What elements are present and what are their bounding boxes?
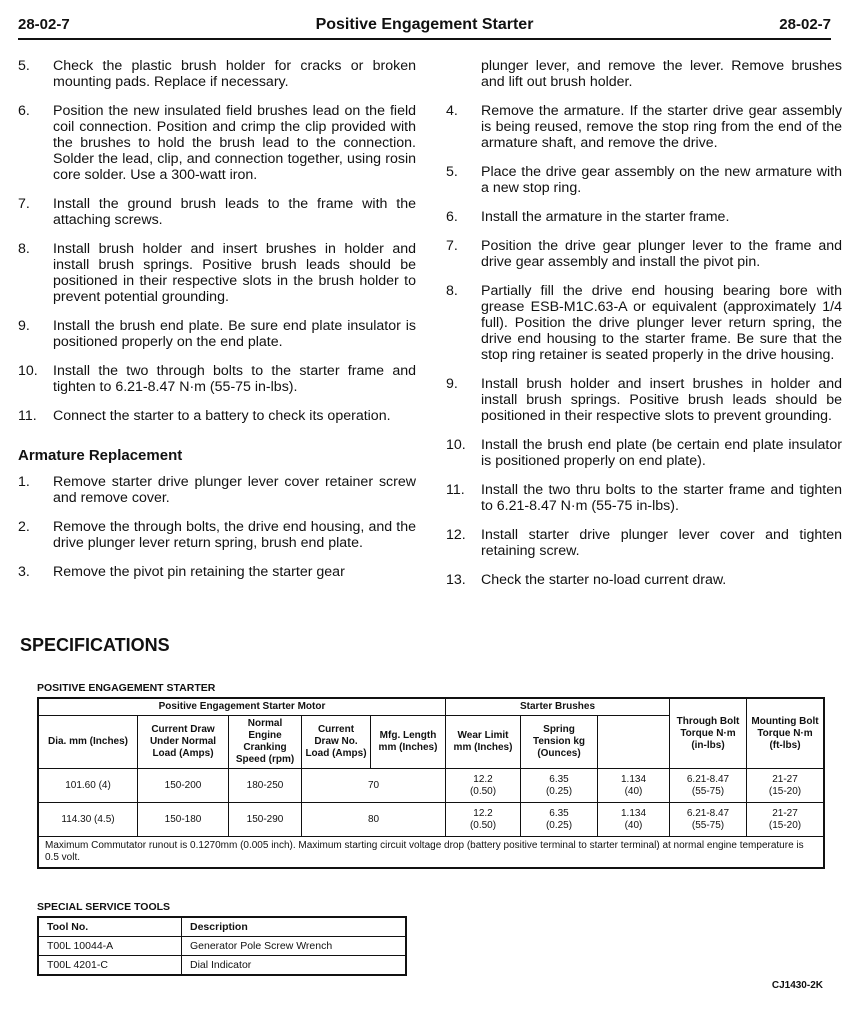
tool-number-cell: T00L 10044-A bbox=[38, 937, 182, 956]
step-number: 9. bbox=[446, 376, 458, 392]
header-tool-no: Tool No. bbox=[38, 917, 182, 937]
step-number: 3. bbox=[18, 564, 30, 580]
step-text: Remove the armature. If the starter drive gear assembly is being reused, remove the stop ring from the end of the armature shaft, and remove the drive. bbox=[481, 103, 842, 151]
step-text: Position the drive gear plunger lever to the frame and drive gear assembly and install the pivot pin. bbox=[481, 238, 842, 270]
cell-value: 12.2 bbox=[473, 807, 493, 819]
list-item bbox=[446, 209, 842, 225]
step-number: 13. bbox=[446, 572, 466, 588]
list-item bbox=[446, 164, 842, 196]
step-number: 10. bbox=[18, 363, 38, 379]
table-cell-mfg-length bbox=[446, 769, 521, 803]
cell-value: 80 bbox=[367, 813, 380, 825]
section-heading-armature: Armature Replacement bbox=[18, 447, 183, 464]
table-cell-dia bbox=[38, 803, 138, 837]
cell-value: (55-75) bbox=[691, 785, 725, 797]
page-number-right: 28-02-7 bbox=[779, 16, 831, 33]
cell-value: 1.134 bbox=[620, 807, 647, 819]
spec-note-row bbox=[38, 837, 824, 869]
header-wear-limit: Wear Limit mm (Inches) bbox=[446, 716, 521, 769]
armature-step-list bbox=[18, 474, 416, 580]
step-number: 2. bbox=[18, 519, 30, 535]
table-cell-cranking-speed bbox=[229, 769, 302, 803]
step-text: Install brush holder and insert brushes in holder and install brush springs. Positive brush leads should be positioned in their respective slots to prevent grounding. bbox=[481, 376, 842, 424]
step-text: Install the armature in the starter frame. bbox=[481, 209, 730, 225]
spec-table bbox=[37, 697, 825, 869]
cell-value: (40) bbox=[624, 819, 643, 831]
header-spring-tension: Spring Tension kg (Ounces) bbox=[521, 716, 598, 769]
group-header-brushes: Starter Brushes bbox=[446, 698, 670, 716]
list-item bbox=[446, 103, 842, 151]
table-cell-current-draw bbox=[138, 803, 229, 837]
right-column bbox=[446, 58, 842, 601]
header-mount-torque: Mounting Bolt Torque N·m (ft-lbs) bbox=[747, 698, 825, 769]
step-text: Install the two thru bolts to the starter frame and tighten to 6.21-8.47 N·m (55-75 in-lbs). bbox=[481, 482, 842, 514]
table-row bbox=[38, 956, 406, 976]
cell-value: 21-27 bbox=[772, 807, 798, 819]
step-text: Install brush holder and insert brushes in holder and install brush springs. Positive brush leads should be positioned in their respective slots in the brush holder to prevent potential grounding. bbox=[53, 241, 416, 305]
tools-table-body bbox=[38, 937, 406, 976]
step-number: 4. bbox=[446, 103, 458, 119]
table-cell-spring-tension bbox=[598, 803, 670, 837]
step-text: Partially fill the drive end housing bearing bore with grease ESB-M1C.63-A or equivalent (approximately 1/4 full). Position the drive plunger lever return spring, the drive end housing to the starter frame. Be sure that the stop ring retainer is seated properly in the drive housing. bbox=[481, 283, 842, 363]
cell-value: (0.50) bbox=[469, 819, 497, 831]
cell-value: 6.21-8.47 bbox=[686, 807, 730, 819]
header-bolt-torque: Through Bolt Torque N·m (in-lbs) bbox=[670, 698, 747, 769]
header-no-load: Current Draw No. Load (Amps) bbox=[302, 716, 371, 769]
list-item bbox=[18, 318, 416, 350]
cell-value: (55-75) bbox=[691, 819, 725, 831]
step-number: 10. bbox=[446, 437, 466, 453]
list-item bbox=[446, 283, 842, 363]
step-number: 9. bbox=[18, 318, 30, 334]
step-text: Position the new insulated field brushes lead on the field coil connection. Position and crimp the clip provided with the brushes to hold the brush lead to the connection. Solder the lead, clip, and connection together, using rosin core solder. Use a 300-watt iron. bbox=[53, 103, 416, 183]
list-item bbox=[446, 376, 842, 424]
cell-value: 6.35 bbox=[549, 807, 569, 819]
table-cell-current-draw bbox=[138, 769, 229, 803]
cell-value: 1.134 bbox=[620, 773, 647, 785]
table-cell-mount-torque bbox=[747, 803, 825, 837]
step-number: 6. bbox=[446, 209, 458, 225]
step-number: 12. bbox=[446, 527, 466, 543]
step-text: Install starter drive plunger lever cover and tighten retaining screw. bbox=[481, 527, 842, 559]
step-text: Install the brush end plate (be certain end plate insulator is positioned properly on end plate). bbox=[481, 437, 842, 469]
cell-value: 21-27 bbox=[772, 773, 798, 785]
left-column bbox=[18, 58, 416, 593]
table-cell-dia bbox=[38, 769, 138, 803]
page-title: Positive Engagement Starter bbox=[315, 16, 534, 33]
page-header bbox=[18, 16, 831, 40]
step-text: Remove starter drive plunger lever cover retainer screw and remove cover. bbox=[53, 474, 416, 506]
spec-header-row-1 bbox=[38, 698, 824, 716]
continuation-text bbox=[446, 58, 842, 90]
step-text: Install the ground brush leads to the frame with the attaching screws. bbox=[53, 196, 416, 228]
list-item bbox=[18, 241, 416, 305]
cell-value: 150-290 bbox=[246, 813, 284, 825]
table-cell-bolt-torque bbox=[670, 769, 747, 803]
list-item bbox=[18, 408, 416, 424]
spec-note: Maximum Commutator runout is 0.1270mm (0.005 inch). Maximum starting circuit voltage drop (battery positive terminal to starter terminal) at normal engine temperature is 0.5 volt. bbox=[38, 837, 824, 869]
step-number: 1. bbox=[18, 474, 30, 490]
spec-table-body bbox=[38, 769, 824, 837]
header-cranking-speed: Normal Engine Cranking Speed (rpm) bbox=[229, 716, 302, 769]
cell-value: 70 bbox=[367, 779, 380, 791]
cell-value: (0.25) bbox=[545, 785, 573, 797]
table-cell-mount-torque bbox=[747, 769, 825, 803]
tool-description-cell: Dial Indicator bbox=[182, 956, 407, 976]
tools-table-label: SPECIAL SERVICE TOOLS bbox=[37, 901, 171, 913]
step-number: 7. bbox=[446, 238, 458, 254]
cell-value: (0.25) bbox=[545, 819, 573, 831]
table-cell-spring-tension bbox=[598, 769, 670, 803]
cell-value: (15-20) bbox=[768, 785, 802, 797]
table-row bbox=[38, 937, 406, 956]
cell-value: 6.21-8.47 bbox=[686, 773, 730, 785]
cell-value: (40) bbox=[624, 785, 643, 797]
tools-header-row bbox=[38, 917, 406, 937]
step-text: Remove the through bolts, the drive end housing, and the drive plunger lever return spring, brush end plate. bbox=[53, 519, 416, 551]
step-number: 5. bbox=[18, 58, 30, 74]
cell-value: (15-20) bbox=[768, 819, 802, 831]
table-cell-cranking-speed bbox=[229, 803, 302, 837]
step-number: 6. bbox=[18, 103, 30, 119]
list-item bbox=[446, 572, 842, 588]
step-text: Remove the pivot pin retaining the starter gear bbox=[53, 564, 345, 580]
left-step-list bbox=[18, 58, 416, 424]
table-cell-no-load bbox=[302, 803, 446, 837]
header-description: Description bbox=[182, 917, 407, 937]
table-cell-mfg-length bbox=[446, 803, 521, 837]
tool-number-cell: T00L 4201-C bbox=[38, 956, 182, 976]
step-number: 11. bbox=[18, 408, 37, 424]
right-step-list bbox=[446, 103, 842, 588]
continuation-text-body: plunger lever, and remove the lever. Remove brushes and lift out brush holder. bbox=[481, 58, 842, 90]
step-text: Check the plastic brush holder for cracks or broken mounting pads. Replace if necessary. bbox=[53, 58, 416, 90]
specifications-heading: SPECIFICATIONS bbox=[20, 635, 170, 655]
step-text: Place the drive gear assembly on the new armature with a new stop ring. bbox=[481, 164, 842, 196]
list-item bbox=[18, 196, 416, 228]
step-number: 11. bbox=[446, 482, 465, 498]
cell-value: 101.60 (4) bbox=[65, 779, 111, 791]
step-text: Install the brush end plate. Be sure end plate insulator is positioned properly on the end plate. bbox=[53, 318, 416, 350]
table-cell-bolt-torque bbox=[670, 803, 747, 837]
header-mfg-length: Mfg. Length mm (Inches) bbox=[371, 716, 446, 769]
table-cell-wear-limit bbox=[521, 803, 598, 837]
step-text: Install the two through bolts to the starter frame and tighten to 6.21-8.47 N·m (55-75 in-lbs). bbox=[53, 363, 416, 395]
header-dia: Dia. mm (Inches) bbox=[38, 716, 138, 769]
tool-description-cell: Generator Pole Screw Wrench bbox=[182, 937, 407, 956]
table-row bbox=[38, 769, 824, 803]
step-number: 8. bbox=[18, 241, 30, 257]
cell-value: 12.2 bbox=[473, 773, 493, 785]
list-item bbox=[446, 238, 842, 270]
list-item bbox=[446, 527, 842, 559]
step-text: Connect the starter to a battery to check its operation. bbox=[53, 408, 391, 424]
header-current-draw: Current Draw Under Normal Load (Amps) bbox=[138, 716, 229, 769]
list-item bbox=[446, 482, 842, 514]
list-item bbox=[18, 103, 416, 183]
list-item bbox=[446, 437, 842, 469]
list-item bbox=[18, 519, 416, 551]
table-cell-wear-limit bbox=[521, 769, 598, 803]
cell-value: 114.30 (4.5) bbox=[61, 813, 115, 825]
tools-table bbox=[37, 916, 407, 976]
table-row bbox=[38, 803, 824, 837]
step-number: 7. bbox=[18, 196, 30, 212]
cell-value: 6.35 bbox=[549, 773, 569, 785]
group-header-motor: Positive Engagement Starter Motor bbox=[38, 698, 446, 716]
spec-table-label: POSITIVE ENGAGEMENT STARTER bbox=[37, 682, 216, 694]
cell-value: 150-200 bbox=[164, 779, 202, 791]
list-item bbox=[18, 58, 416, 90]
cell-value: 180-250 bbox=[246, 779, 284, 791]
step-number: 5. bbox=[446, 164, 458, 180]
list-item bbox=[18, 363, 416, 395]
figure-reference: CJ1430-2K bbox=[771, 980, 823, 991]
page-number-left: 28-02-7 bbox=[18, 16, 70, 33]
cell-value: 150-180 bbox=[164, 813, 202, 825]
cell-value: (0.50) bbox=[469, 785, 497, 797]
list-item bbox=[18, 474, 416, 506]
step-text: Check the starter no-load current draw. bbox=[481, 572, 727, 588]
step-number: 8. bbox=[446, 283, 458, 299]
table-cell-no-load bbox=[302, 769, 446, 803]
list-item bbox=[18, 564, 416, 580]
